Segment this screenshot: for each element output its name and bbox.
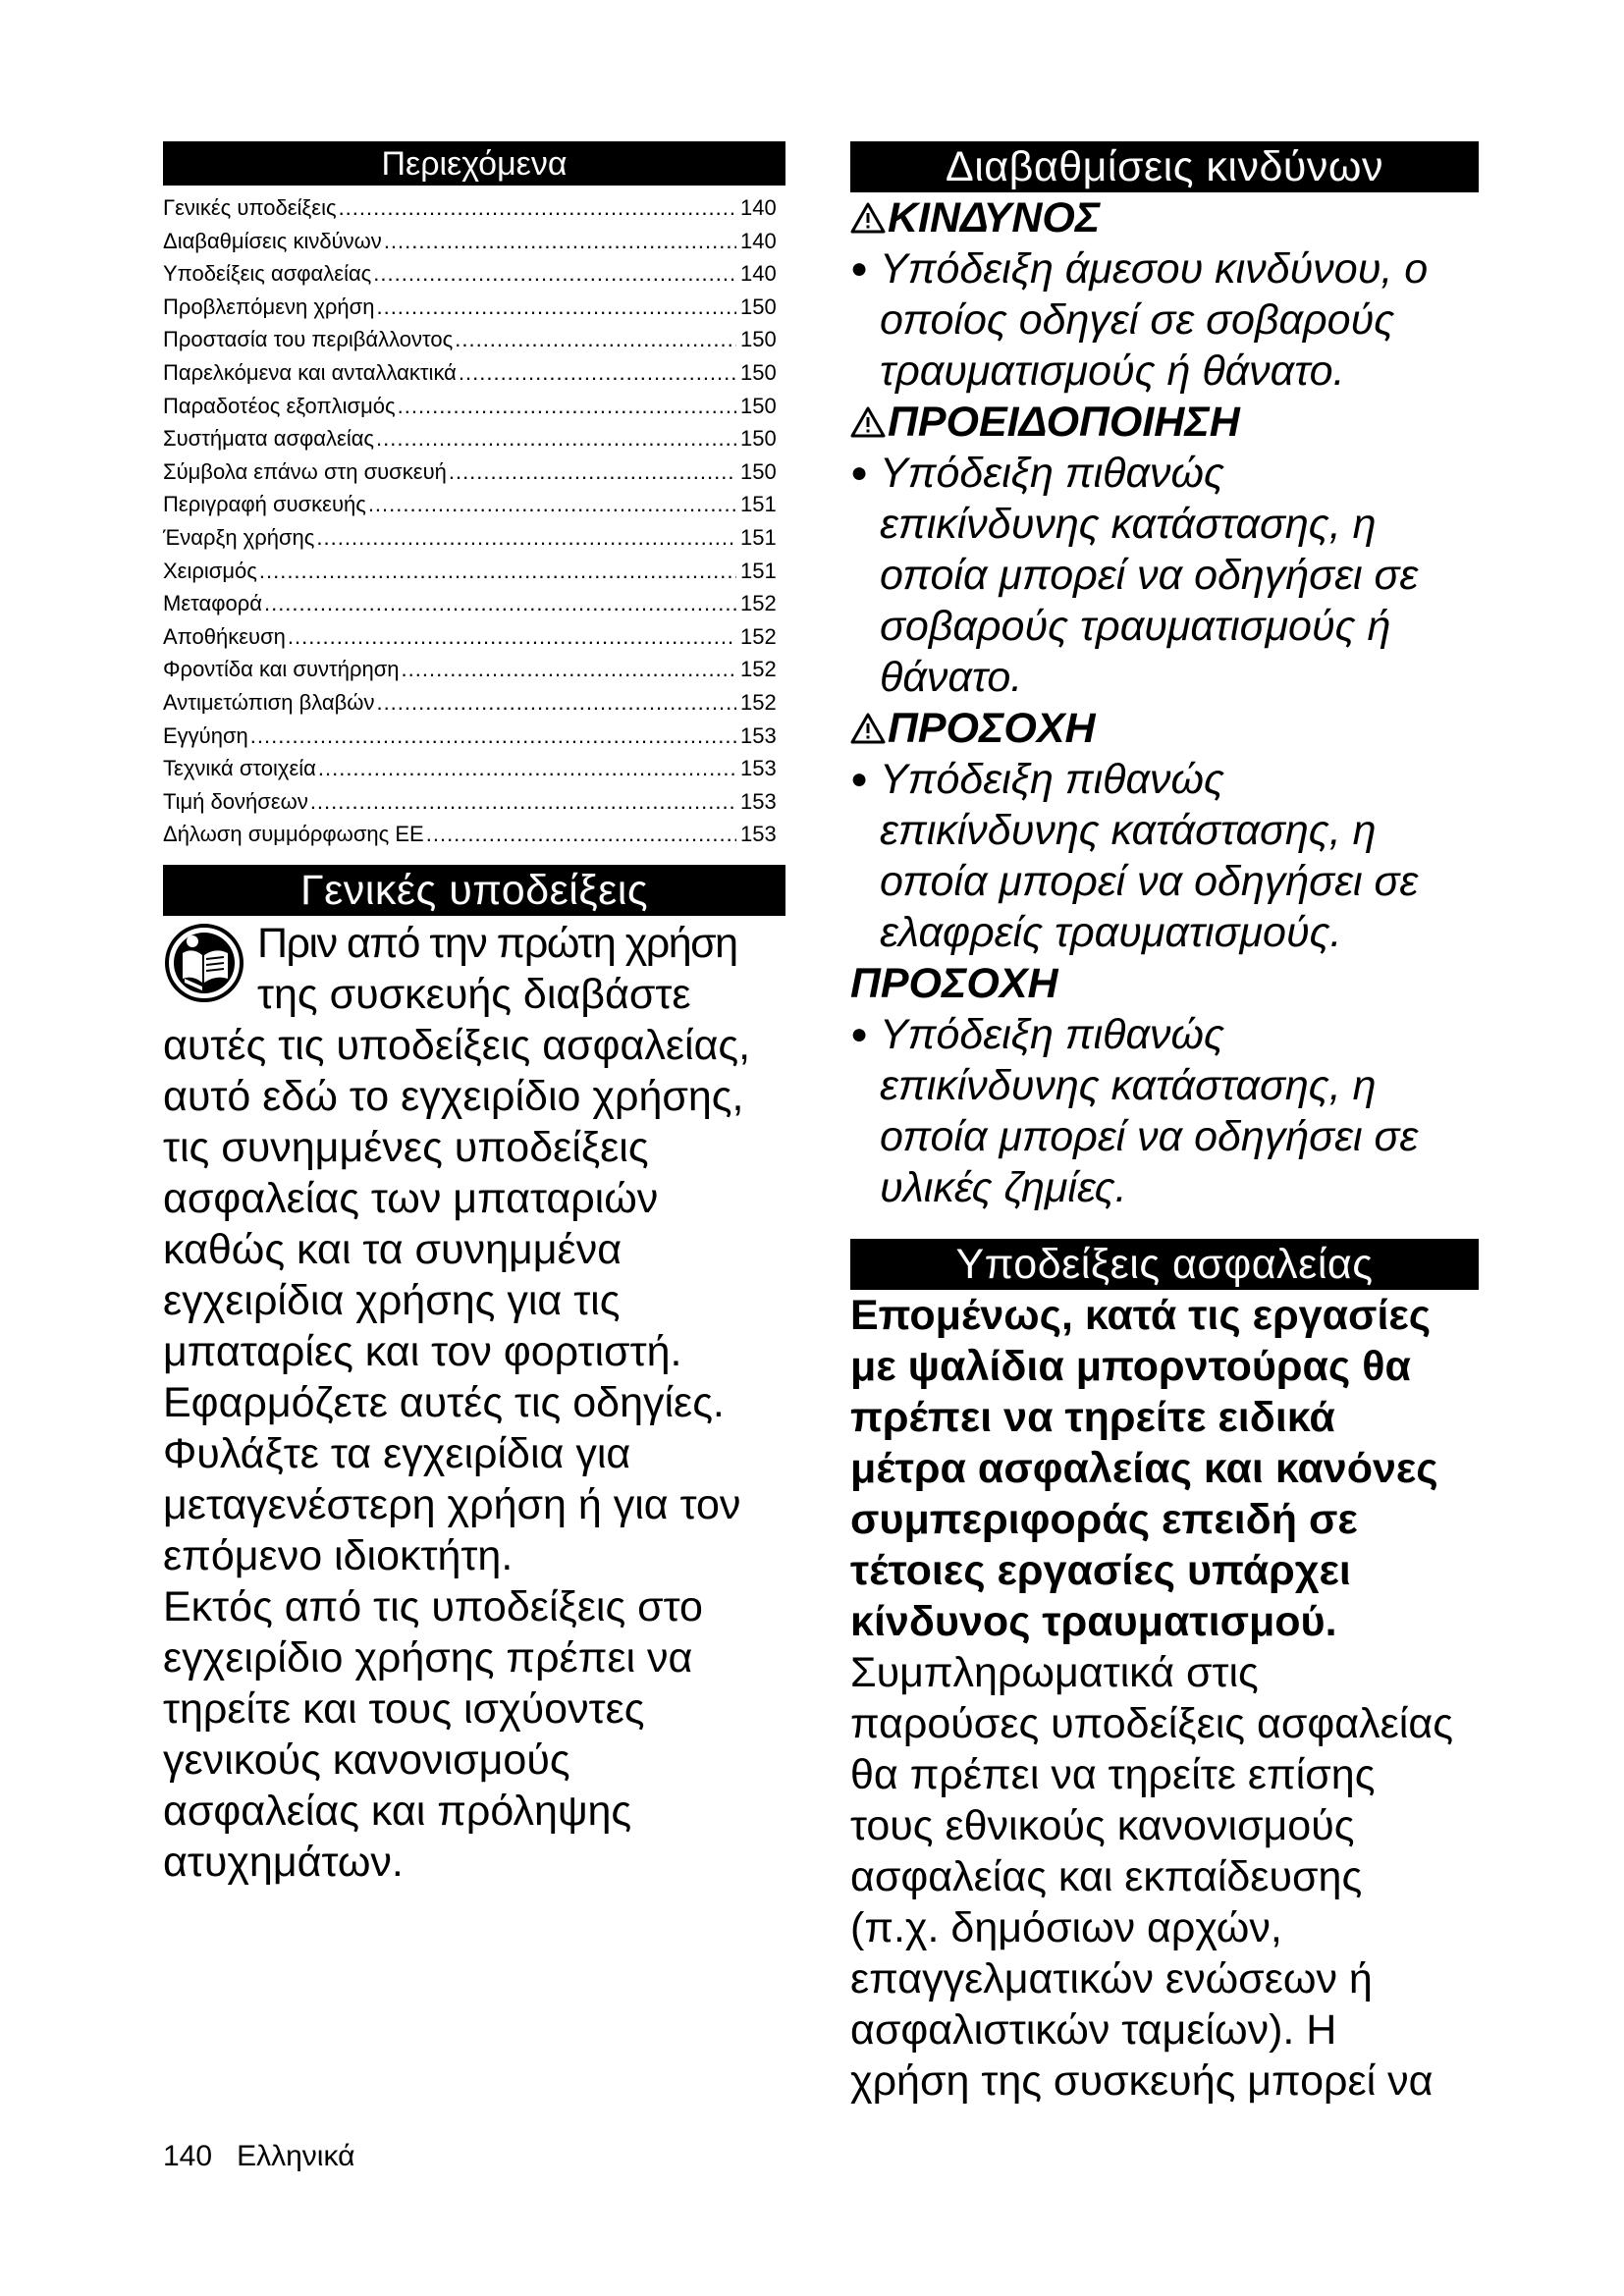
toc-entry-page: 150 — [740, 426, 777, 452]
hazard-description-line: οποίος οδηγεί σε σοβαρούς — [880, 296, 1395, 344]
hazard-description-line: ελαφρείς τραυματισμούς. — [880, 909, 1342, 956]
general-line: ασφαλείας και πρόληψης — [163, 1787, 632, 1835]
safety-normal-line: τους εθνικούς κανονισμούς — [850, 1802, 1355, 1849]
hazards-title: Διαβαθμίσεις κινδύνων — [850, 141, 1479, 192]
hazard-description-line: θάνατο. — [880, 654, 1023, 701]
hazard-description-line: Υπόδειξη άμεσου κινδύνου, ο — [880, 245, 1429, 293]
hazard-level-description — [850, 754, 1479, 958]
toc-leader-dots — [376, 291, 736, 324]
safety-bold-line: πρέπει να τηρείτε ειδικά — [850, 1394, 1335, 1441]
hazard-level-label: ΠΡΟΣΟΧΗ — [888, 705, 1096, 752]
safety-bold-line: τέτοιες εργασίες υπάρχει — [850, 1547, 1351, 1594]
toc-entry — [163, 488, 785, 521]
toc-leader-dots — [288, 620, 736, 654]
hazard-description-line: επικίνδυνης κατάστασης, η — [880, 501, 1377, 548]
hazard-description-line: σοβαρούς τραυματισμούς ή — [880, 603, 1391, 650]
general-line: Εκτός από τις υποδείξεις στο — [163, 1582, 703, 1630]
toc-entry-page: 150 — [740, 294, 777, 319]
toc-leader-dots — [264, 587, 736, 620]
toc-entry-title: Τιμή δονήσεων — [163, 788, 308, 814]
safety-bold-line: Επομένως, κατά τις εργασίες — [850, 1292, 1432, 1339]
hazard-level-title — [850, 958, 1479, 1009]
toc-entry-title: Δήλωση συμμόρφωσης ΕΕ — [163, 822, 424, 847]
hazard-level-label: ΚΙΝΔΥΝΟΣ — [888, 194, 1101, 241]
toc-leader-dots — [339, 191, 736, 225]
toc-entry-page: 152 — [740, 591, 777, 616]
safety-normal-line: θα πρέπει να τηρείτε επίσης — [850, 1751, 1376, 1798]
hazard-levels — [850, 192, 1479, 1213]
hazard-description-line: οποία μπορεί να οδηγήσει σε — [880, 552, 1419, 599]
toc-entry-page: 140 — [740, 261, 777, 287]
toc-entry-title: Τεχνικά στοιχεία — [163, 756, 316, 781]
safety-bold-line: κίνδυνος τραυματισμού. — [850, 1598, 1337, 1645]
safety-normal-line: επαγγελματικών ενώσεων ή — [850, 1955, 1373, 2002]
page-language: Ελληνικά — [237, 2140, 355, 2172]
general-line: Εφαρμόζετε αυτές τις οδηγίες. — [163, 1378, 725, 1426]
toc-leader-dots — [316, 521, 736, 555]
toc-entry — [163, 587, 785, 620]
toc-leader-dots — [376, 422, 736, 455]
hazard-description-line: επικίνδυνης κατάστασης, η — [880, 807, 1377, 854]
toc-leader-dots — [376, 686, 736, 720]
toc-leader-dots — [368, 488, 736, 521]
toc-entry — [163, 555, 785, 588]
general-line: ατυχημάτων. — [163, 1838, 404, 1886]
toc-entry-page: 153 — [740, 788, 777, 814]
safety-normal-line: ασφαλείας και εκπαίδευσης — [850, 1853, 1363, 1900]
general-body — [163, 1020, 785, 1888]
hazard-description-line: Υπόδειξη πιθανώς — [880, 450, 1224, 497]
read-manual-icon — [163, 918, 249, 1012]
safety-normal-line: χρήση της συσκευής μπορεί να — [850, 2057, 1434, 2105]
toc-entry — [163, 257, 785, 291]
general-line: ασφαλείας των μπαταριών — [163, 1174, 659, 1222]
toc-leader-dots — [426, 818, 736, 851]
safety-normal-line: (π.χ. δημόσιων αρχών, — [850, 1904, 1282, 1951]
hazard-level-title — [850, 703, 1479, 754]
toc-entry-title: Μεταφορά — [163, 591, 262, 616]
toc-leader-dots — [455, 323, 736, 356]
toc-entry-page: 151 — [740, 524, 777, 550]
toc-entry — [163, 521, 785, 555]
safety-normal-line: παρούσες υποδείξεις ασφαλείας — [850, 1700, 1453, 1747]
general-line: τηρείτε και τους ισχύοντες — [163, 1684, 645, 1733]
toc-entry-title: Προβλεπόμενη χρήση — [163, 294, 375, 319]
toc-entry-title: Προστασία του περιβάλλοντος — [163, 327, 454, 352]
toc-entry — [163, 225, 785, 258]
toc-leader-dots — [449, 455, 736, 489]
toc-entry — [163, 620, 785, 654]
bullet-icon: ● — [850, 763, 869, 795]
toc-entry-title: Αποθήκευση — [163, 623, 286, 649]
toc-leader-dots — [373, 257, 736, 291]
toc-entry-page: 153 — [740, 756, 777, 781]
hazard-level-description — [850, 243, 1479, 397]
toc-entry — [163, 291, 785, 324]
toc-leader-dots — [398, 390, 736, 423]
safety-normal-line: Συμπληρωματικά στις — [850, 1649, 1259, 1696]
bullet-icon: ● — [850, 1018, 869, 1050]
general-second-line: της συσκευής διαβάστε — [257, 970, 691, 1018]
toc-leader-dots — [259, 555, 736, 588]
general-text — [163, 918, 785, 1888]
toc-entry — [163, 191, 785, 225]
toc-entry-page: 152 — [740, 623, 777, 649]
toc-leader-dots — [384, 225, 736, 258]
toc-entry-title: Έναρξη χρήσης — [163, 524, 315, 550]
toc-list — [163, 191, 785, 851]
general-line: μπαταρίες και τον φορτιστή. — [163, 1327, 682, 1375]
toc-entry-title: Φροντίδα και συντήρηση — [163, 657, 400, 682]
toc-entry — [163, 785, 785, 819]
hazard-level-label: ΠΡΟΣΟΧΗ — [850, 960, 1058, 1007]
toc-entry-page: 150 — [740, 393, 777, 418]
toc-entry-page: 150 — [740, 327, 777, 352]
safety-bold-line: συμπεριφοράς επειδή σε — [850, 1496, 1358, 1543]
hazard-level-title — [850, 192, 1479, 243]
general-line: επόμενο ιδιοκτήτη. — [163, 1531, 514, 1579]
left-column — [163, 141, 785, 1888]
page-number: 140 — [163, 2140, 213, 2172]
general-line: μεταγενέστερη χρήση ή για τον — [163, 1480, 741, 1528]
toc-entry-page: 152 — [740, 689, 777, 715]
toc-entry — [163, 653, 785, 686]
toc-leader-dots — [459, 356, 736, 390]
general-line: γενικούς κανονισμούς — [163, 1735, 570, 1784]
safety-title: Υποδείξεις ασφαλείας — [850, 1239, 1479, 1290]
toc-entry — [163, 720, 785, 753]
bullet-icon: ● — [850, 252, 869, 285]
hazard-level-title — [850, 397, 1479, 448]
toc-entry-page: 151 — [740, 558, 777, 583]
hazard-level-description — [850, 448, 1479, 703]
general-line: αυτό εδώ το εγχειρίδιο χρήσης, — [163, 1072, 744, 1120]
safety-bold-line: με ψαλίδια μπορντούρας θα — [850, 1343, 1411, 1390]
toc-entry-title: Διαβαθμίσεις κινδύνων — [163, 228, 382, 253]
toc-entry-page: 152 — [740, 657, 777, 682]
hazard-description-line: Υπόδειξη πιθανώς — [880, 756, 1224, 803]
toc-leader-dots — [310, 785, 736, 819]
toc-entry — [163, 818, 785, 851]
safety-bold-line: μέτρα ασφαλείας και κανόνες — [850, 1445, 1438, 1492]
hazard-description-line: τραυματισμούς ή θάνατο. — [880, 347, 1345, 395]
toc-entry — [163, 390, 785, 423]
toc-entry-title: Χειρισμός — [163, 558, 257, 583]
hazard-description-line: Υπόδειξη πιθανώς — [880, 1011, 1224, 1058]
safety-bold-text — [850, 1290, 1479, 1647]
warning-triangle-icon — [850, 405, 886, 439]
toc-leader-dots — [318, 752, 736, 785]
toc-entry-title: Παραδοτέος εξοπλισμός — [163, 393, 396, 418]
toc-leader-dots — [250, 720, 736, 753]
general-line: τις συνημμένες υποδείξεις — [163, 1123, 649, 1171]
toc-entry-title: Εγγύηση — [163, 722, 248, 748]
safety-normal-text — [850, 1647, 1479, 2107]
toc-entry — [163, 356, 785, 390]
toc-entry-title: Γενικές υποδείξεις — [163, 195, 337, 220]
toc-entry — [163, 686, 785, 720]
hazard-description-line: οποία μπορεί να οδηγήσει σε — [880, 858, 1419, 905]
toc-entry-title: Περιγραφή συσκευής — [163, 492, 366, 517]
general-line: εγχειρίδια χρήσης για τις — [163, 1276, 621, 1324]
toc-entry — [163, 422, 785, 455]
toc-entry — [163, 323, 785, 356]
general-line: Φυλάξτε τα εγχειρίδια για — [163, 1429, 631, 1477]
hazard-description-line: υλικές ζημίες. — [880, 1164, 1127, 1211]
toc-title: Περιεχόμενα — [163, 141, 785, 186]
toc-entry-title: Αντιμετώπιση βλαβών — [163, 689, 375, 715]
toc-entry-title: Υποδείξεις ασφαλείας — [163, 261, 372, 287]
toc-entry-page: 153 — [740, 722, 777, 748]
hazard-level-description — [850, 1009, 1479, 1213]
general-line: καθώς και τα συνημμένα — [163, 1225, 623, 1273]
right-column — [850, 141, 1479, 2107]
toc-entry-page: 140 — [740, 228, 777, 253]
toc-entry-page: 151 — [740, 492, 777, 517]
warning-triangle-icon — [850, 201, 886, 235]
toc-entry-page: 150 — [740, 458, 777, 484]
general-first-line: Πριν από την πρώτη χρήση — [257, 919, 737, 967]
toc-entry-page: 150 — [740, 359, 777, 385]
warning-triangle-icon — [850, 712, 886, 745]
general-line: αυτές τις υποδείξεις ασφαλείας, — [163, 1021, 751, 1069]
safety-normal-line: ασφαλιστικών ταμείων). Η — [850, 2006, 1337, 2054]
toc-entry-title: Συστήματα ασφαλείας — [163, 426, 375, 452]
bullet-icon: ● — [850, 456, 869, 489]
toc-entry-title: Παρελκόμενα και ανταλλακτικά — [163, 359, 457, 385]
general-title: Γενικές υποδείξεις — [163, 865, 785, 916]
general-line: εγχειρίδιο χρήσης πρέπει να — [163, 1633, 693, 1682]
toc-entry — [163, 752, 785, 785]
toc-entry-page: 153 — [740, 822, 777, 847]
toc-leader-dots — [402, 653, 736, 686]
hazard-description-line: επικίνδυνης κατάστασης, η — [880, 1062, 1377, 1109]
hazard-level-label: ΠΡΟΕΙΔΟΠΟΙΗΣΗ — [888, 399, 1240, 446]
hazard-description-line: οποία μπορεί να οδηγήσει σε — [880, 1113, 1419, 1160]
toc-entry-title: Σύμβολα επάνω στη συσκευή — [163, 458, 447, 484]
toc-entry — [163, 455, 785, 489]
page-footer — [163, 2140, 354, 2173]
toc-entry-page: 140 — [740, 195, 777, 220]
